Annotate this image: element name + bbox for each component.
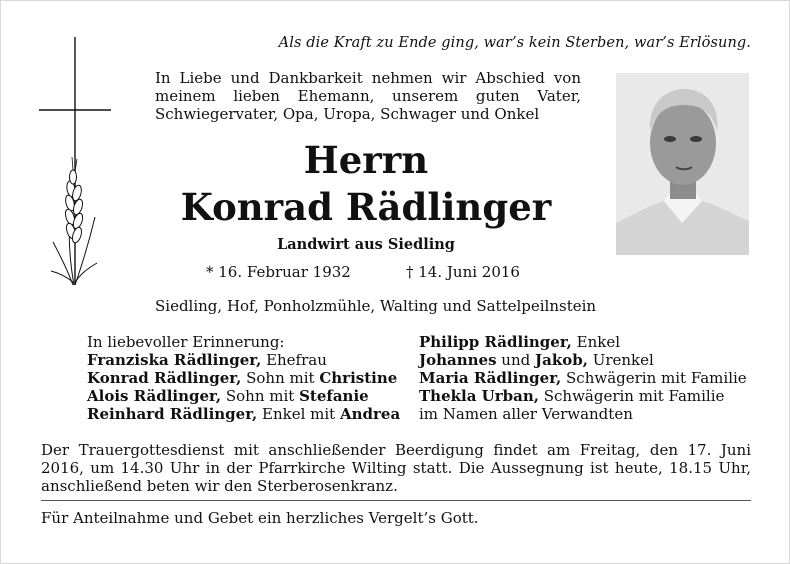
places: Siedling, Hof, Ponholzmühle, Walting und Sattelpeilnstein	[155, 297, 597, 315]
service-line: anschließend beten wir den Sterberosenkranz.	[41, 477, 398, 495]
mourners-left	[87, 333, 400, 423]
mourner-entry: Thekla Urban, Schwägerin mit Familie	[419, 387, 725, 405]
intro-line: Schwiegervater, Opa, Uropa, Schwager und Onkel	[155, 105, 540, 123]
mourner-entry: Philipp Rädlinger, Enkel	[419, 333, 621, 351]
birth-date: * 16. Februar 1932	[206, 263, 351, 281]
mourner-entry: Alois Rädlinger, Sohn mit Stefanie	[87, 387, 369, 405]
portrait-illustration	[616, 73, 749, 255]
cross-with-wheat-icon	[39, 37, 111, 287]
intro-text	[155, 69, 581, 123]
mourner-entry: Konrad Rädlinger, Sohn mit Christine	[87, 369, 398, 387]
death-date: † 14. Juni 2016	[406, 263, 520, 281]
mourner-entry: Franziska Rädlinger, Ehefrau	[87, 351, 327, 369]
occupation: Landwirt aus Siedling	[277, 236, 455, 253]
motto: Als die Kraft zu Ende ging, war’s kein Sterben, war’s Erlösung.	[278, 35, 751, 51]
mourners-right	[419, 333, 747, 423]
service-line: Der Trauergottesdienst mit anschließender Beerdigung findet am Freitag, den 17. Juni	[41, 441, 751, 459]
intro-line: meinem lieben Ehemann, unserem guten Vater,	[155, 87, 581, 105]
service-line: 2016, um 14.30 Uhr in der Pfarrkirche Wilting statt. Die Aussegnung ist heute, 18.15 Uhr,	[41, 459, 751, 477]
intro-line: In Liebe und Dankbarkeit nehmen wir Abschied von	[155, 69, 581, 87]
portrait-photo	[616, 73, 749, 255]
mourner-entry: Maria Rädlinger, Schwägerin mit Familie	[419, 369, 747, 387]
deceased-name: Konrad Rädlinger	[180, 185, 552, 229]
salutation: Herrn	[303, 138, 429, 182]
mourners-heading: In liebevoller Erinnerung:	[87, 333, 285, 351]
divider	[41, 500, 751, 501]
mourner-entry: Johannes und Jakob, Urenkel	[419, 351, 654, 369]
service-info	[41, 441, 751, 495]
mourner-entry: Reinhard Rädlinger, Enkel mit Andrea	[87, 405, 401, 423]
thanks-line: Für Anteilnahme und Gebet ein herzliches Vergelt’s Gott.	[41, 509, 479, 527]
mourner-entry: im Namen aller Verwandten	[419, 405, 633, 423]
